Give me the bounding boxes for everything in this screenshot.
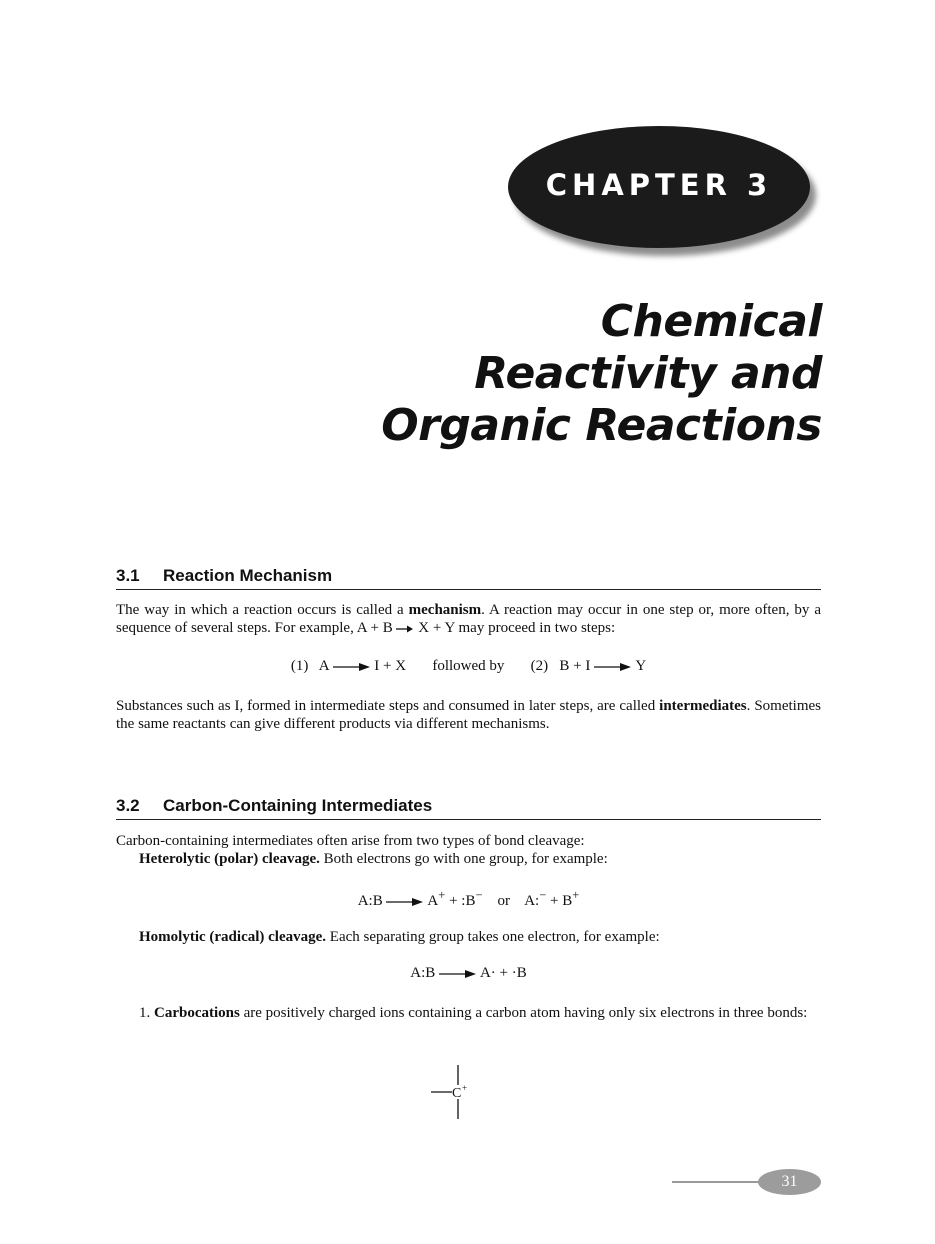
chapter-title-line-1: Chemical bbox=[600, 296, 822, 347]
product: A bbox=[427, 893, 439, 909]
chapter-badge bbox=[508, 126, 810, 248]
product: A· + ·B bbox=[479, 965, 527, 981]
product: Y bbox=[635, 658, 647, 674]
term-homolytic: Homolytic (radical) cleavage. bbox=[139, 929, 327, 945]
text-run: . Sometimes the same reactants can give different products via different mechanisms. bbox=[116, 698, 821, 732]
chapter-label: CHAPTER 3 bbox=[545, 168, 773, 202]
reaction-arrow-icon bbox=[333, 662, 371, 672]
carbocation-structure bbox=[425, 1062, 485, 1122]
reaction-arrow-icon bbox=[594, 662, 632, 672]
text-run: are positively charged ions containing a carbon atom having only six electrons in three bonds: bbox=[239, 1005, 808, 1021]
text-run: X + Y may proceed in two steps: bbox=[414, 620, 616, 636]
section-number: 3.1 bbox=[116, 566, 140, 585]
reactant: A bbox=[318, 658, 329, 674]
term-carbocations: Carbocations bbox=[154, 1005, 240, 1021]
charge: + bbox=[572, 888, 580, 902]
term-intermediates: intermediates bbox=[659, 698, 747, 714]
chapter-title-line-2: Reactivity and bbox=[474, 348, 822, 399]
step-number: (2) bbox=[530, 658, 549, 674]
homolytic-line bbox=[116, 928, 821, 946]
section-title: Carbon-Containing Intermediates bbox=[163, 796, 433, 815]
reaction-arrow-icon bbox=[386, 897, 424, 907]
reactant: A:B bbox=[357, 893, 383, 909]
term-mechanism: mechanism bbox=[408, 602, 482, 618]
chapter-title bbox=[381, 296, 822, 452]
section-heading-3-1 bbox=[116, 566, 821, 590]
heterolytic-line bbox=[116, 850, 821, 868]
reaction-arrow-icon bbox=[396, 624, 414, 634]
charge: − bbox=[475, 888, 483, 902]
carbon-charge-label: + bbox=[462, 1083, 468, 1093]
product: A: bbox=[524, 893, 540, 909]
connector-text: or bbox=[497, 893, 511, 909]
equation-heterolytic bbox=[116, 888, 821, 910]
reaction-arrow-icon bbox=[439, 969, 477, 979]
equation-homolytic bbox=[116, 965, 821, 982]
charge: + bbox=[438, 888, 446, 902]
page-number-rule bbox=[672, 1181, 768, 1183]
charge: − bbox=[539, 888, 547, 902]
page-number: 31 bbox=[758, 1169, 821, 1195]
term-heterolytic: Heterolytic (polar) cleavage. bbox=[139, 851, 320, 867]
paragraph-mechanism bbox=[116, 601, 821, 637]
product: I + X bbox=[374, 658, 407, 674]
reactant: A:B bbox=[410, 965, 436, 981]
chapter-title-line-3: Organic Reactions bbox=[381, 400, 822, 451]
paragraph-cleavage-intro bbox=[116, 832, 821, 868]
section-number: 3.2 bbox=[116, 796, 140, 815]
text-run: Each separating group takes one electron, for example: bbox=[326, 929, 660, 945]
text-run: Both electrons go with one group, for example: bbox=[319, 851, 608, 867]
product: + :B bbox=[445, 893, 476, 909]
section-title: Reaction Mechanism bbox=[163, 566, 333, 585]
product: + B bbox=[546, 893, 573, 909]
carbon-atom-label: C bbox=[452, 1086, 462, 1101]
step-number: (1) bbox=[290, 658, 309, 674]
paragraph-carbocations bbox=[116, 1004, 821, 1022]
text-run: Carbon-containing intermediates often arise from two types of bond cleavage: bbox=[116, 833, 585, 849]
reactant: B + I bbox=[559, 658, 591, 674]
text-run: . A reaction may occur in one step or, more often, by a sequence of several steps. For example, A + B bbox=[116, 602, 821, 636]
text-run: Substances such as I, formed in intermediate steps and consumed in later steps, are called bbox=[116, 698, 660, 714]
text-run: The way in which a reaction occurs is called a bbox=[116, 602, 409, 618]
paragraph-intermediates bbox=[116, 697, 821, 733]
section-heading-3-2 bbox=[116, 796, 821, 820]
equation-two-steps bbox=[116, 658, 821, 675]
list-number: 1. bbox=[139, 1005, 151, 1021]
connector-text: followed by bbox=[432, 658, 505, 674]
